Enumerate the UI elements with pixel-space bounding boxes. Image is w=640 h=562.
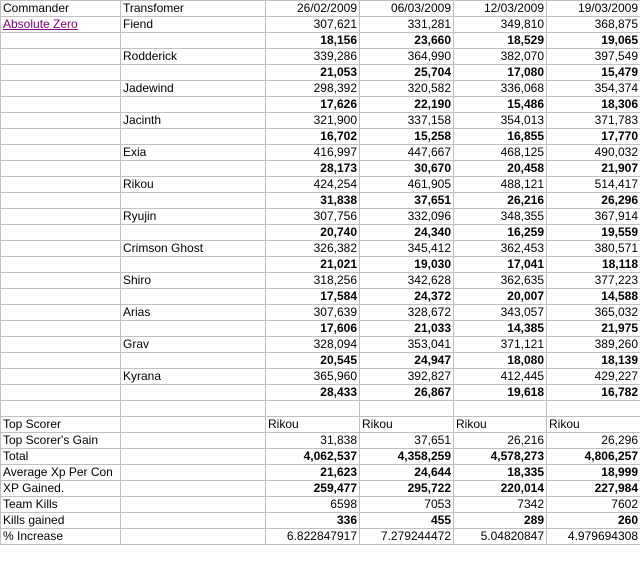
summary-value[interactable]: 220,014	[454, 480, 547, 496]
summary-row	[1, 496, 640, 512]
transformer-name[interactable]: Exia	[121, 145, 266, 161]
gain-cell[interactable]: 18,529	[454, 33, 547, 49]
xp-cell[interactable]: 321,900	[266, 113, 360, 129]
summary-value[interactable]: 4.979694308	[547, 528, 640, 544]
transformer-xp-row	[1, 145, 640, 161]
summary-value[interactable]: 31,838	[266, 432, 360, 448]
empty-cell[interactable]	[1, 177, 121, 193]
gain-cell[interactable]: 15,258	[360, 129, 454, 145]
empty-cell[interactable]	[1, 305, 121, 321]
empty-cell[interactable]	[1, 385, 121, 401]
transformer-gain-row	[1, 161, 640, 177]
transformer-name[interactable]: Crimson Ghost	[121, 241, 266, 257]
gain-cell[interactable]: 17,626	[266, 97, 360, 113]
summary-row	[1, 448, 640, 464]
gain-cell[interactable]: 18,306	[547, 97, 640, 113]
empty-cell[interactable]	[266, 401, 360, 417]
gain-cell[interactable]: 20,545	[266, 353, 360, 369]
xp-cell[interactable]: 389,260	[547, 337, 640, 353]
empty-cell[interactable]	[121, 528, 266, 544]
xp-cell[interactable]: 345,412	[360, 241, 454, 257]
transformer-xp-row	[1, 113, 640, 129]
xp-cell[interactable]: 382,070	[454, 49, 547, 65]
empty-cell[interactable]	[121, 353, 266, 369]
commander-link[interactable]: Absolute Zero	[1, 17, 121, 33]
gain-cell[interactable]: 25,704	[360, 65, 454, 81]
xp-cell[interactable]: 349,810	[454, 17, 547, 33]
summary-row	[1, 512, 640, 528]
empty-cell[interactable]	[121, 225, 266, 241]
gain-cell[interactable]: 26,296	[547, 193, 640, 209]
summary-label[interactable]: Top Scorer's Gain	[1, 432, 121, 448]
empty-cell[interactable]	[1, 33, 121, 49]
xp-cell[interactable]: 416,997	[266, 145, 360, 161]
transformer-name[interactable]: Jacinth	[121, 113, 266, 129]
transformer-gain-row	[1, 193, 640, 209]
transformer-name[interactable]: Rikou	[121, 177, 266, 193]
spreadsheet-body	[1, 1, 640, 545]
summary-label[interactable]: Total	[1, 448, 121, 464]
transformer-gain-row	[1, 257, 640, 273]
transformer-xp-row	[1, 241, 640, 257]
empty-cell[interactable]	[1, 113, 121, 129]
summary-value[interactable]: 18,335	[454, 464, 547, 480]
gain-cell[interactable]: 17,606	[266, 321, 360, 337]
xp-cell[interactable]: 320,582	[360, 81, 454, 97]
xp-cell[interactable]: 318,256	[266, 273, 360, 289]
xp-cell[interactable]: 328,672	[360, 305, 454, 321]
xp-cell[interactable]: 343,057	[454, 305, 547, 321]
empty-cell[interactable]	[1, 129, 121, 145]
xp-cell[interactable]: 337,158	[360, 113, 454, 129]
xp-cell[interactable]: 354,374	[547, 81, 640, 97]
gain-cell[interactable]: 28,173	[266, 161, 360, 177]
summary-value[interactable]: 24,644	[360, 464, 454, 480]
empty-cell[interactable]	[1, 81, 121, 97]
empty-cell[interactable]	[121, 321, 266, 337]
empty-cell[interactable]	[1, 369, 121, 385]
xp-cell[interactable]: 362,635	[454, 273, 547, 289]
summary-label[interactable]: Top Scorer	[1, 416, 121, 432]
empty-cell[interactable]	[121, 416, 266, 432]
empty-cell[interactable]	[1, 241, 121, 257]
gain-cell[interactable]: 37,651	[360, 193, 454, 209]
header-date[interactable]: 12/03/2009	[454, 1, 547, 17]
gain-cell[interactable]: 20,007	[454, 289, 547, 305]
xp-cell[interactable]: 368,875	[547, 17, 640, 33]
summary-value[interactable]: 295,722	[360, 480, 454, 496]
empty-cell[interactable]	[121, 289, 266, 305]
xp-cell[interactable]: 514,417	[547, 177, 640, 193]
transformer-xp-row	[1, 305, 640, 321]
summary-value[interactable]: 4,062,537	[266, 448, 360, 464]
gain-cell[interactable]: 20,740	[266, 225, 360, 241]
transformer-name[interactable]: Jadewind	[121, 81, 266, 97]
gain-cell[interactable]: 14,385	[454, 321, 547, 337]
gain-cell[interactable]: 16,855	[454, 129, 547, 145]
xp-cell[interactable]: 331,281	[360, 17, 454, 33]
empty-cell[interactable]	[1, 225, 121, 241]
gain-cell[interactable]: 21,053	[266, 65, 360, 81]
summary-value[interactable]: 7342	[454, 496, 547, 512]
xp-cell[interactable]: 397,549	[547, 49, 640, 65]
empty-cell[interactable]	[121, 161, 266, 177]
transformer-name[interactable]: Shiro	[121, 273, 266, 289]
empty-cell[interactable]	[1, 209, 121, 225]
transformer-gain-row	[1, 289, 640, 305]
summary-value[interactable]: Rikou	[547, 416, 640, 432]
transformer-gain-row	[1, 353, 640, 369]
xp-cell[interactable]: 468,125	[454, 145, 547, 161]
gain-cell[interactable]: 14,588	[547, 289, 640, 305]
summary-value[interactable]: 259,477	[266, 480, 360, 496]
xp-cell[interactable]: 364,990	[360, 49, 454, 65]
header-date[interactable]: 19/03/2009	[547, 1, 640, 17]
gain-cell[interactable]: 15,479	[547, 65, 640, 81]
transformer-xp-row	[1, 337, 640, 353]
transformer-xp-row	[1, 17, 640, 33]
header-date[interactable]: 26/02/2009	[266, 1, 360, 17]
transformer-gain-row	[1, 33, 640, 49]
empty-cell[interactable]	[1, 401, 121, 417]
gain-cell[interactable]: 15,486	[454, 97, 547, 113]
gain-cell[interactable]: 19,618	[454, 385, 547, 401]
empty-cell[interactable]	[121, 193, 266, 209]
transformer-name[interactable]: Fiend	[121, 17, 266, 33]
gain-cell[interactable]: 19,065	[547, 33, 640, 49]
gain-cell[interactable]: 26,216	[454, 193, 547, 209]
xp-cell[interactable]: 447,667	[360, 145, 454, 161]
summary-value[interactable]: 4,806,257	[547, 448, 640, 464]
xp-cell[interactable]: 377,223	[547, 273, 640, 289]
empty-cell[interactable]	[360, 401, 454, 417]
gain-cell[interactable]: 22,190	[360, 97, 454, 113]
transformer-gain-row	[1, 225, 640, 241]
gain-cell[interactable]: 30,670	[360, 161, 454, 177]
gain-cell[interactable]: 19,030	[360, 257, 454, 273]
transformer-gain-row	[1, 97, 640, 113]
summary-value[interactable]: 7053	[360, 496, 454, 512]
summary-label[interactable]: % Increase	[1, 528, 121, 544]
empty-cell[interactable]	[454, 401, 547, 417]
header-transformer[interactable]: Transfomer	[121, 1, 266, 17]
empty-cell[interactable]	[121, 464, 266, 480]
summary-label[interactable]: XP Gained.	[1, 480, 121, 496]
gain-cell[interactable]: 16,259	[454, 225, 547, 241]
xp-cell[interactable]: 365,032	[547, 305, 640, 321]
empty-cell[interactable]	[1, 145, 121, 161]
gain-cell[interactable]: 31,838	[266, 193, 360, 209]
xp-cell[interactable]: 326,382	[266, 241, 360, 257]
xp-cell[interactable]: 488,121	[454, 177, 547, 193]
empty-cell[interactable]	[121, 65, 266, 81]
gain-cell[interactable]: 24,372	[360, 289, 454, 305]
gain-cell[interactable]: 20,458	[454, 161, 547, 177]
summary-value[interactable]: 455	[360, 512, 454, 528]
empty-cell[interactable]	[1, 65, 121, 81]
empty-cell[interactable]	[121, 512, 266, 528]
transformer-xp-row	[1, 369, 640, 385]
summary-value[interactable]: 5.04820847	[454, 528, 547, 544]
header-date[interactable]: 06/03/2009	[360, 1, 454, 17]
empty-cell[interactable]	[1, 353, 121, 369]
summary-label[interactable]: Kills gained	[1, 512, 121, 528]
gain-cell[interactable]: 21,907	[547, 161, 640, 177]
summary-value[interactable]: 37,651	[360, 432, 454, 448]
gain-cell[interactable]: 18,156	[266, 33, 360, 49]
empty-cell[interactable]	[121, 257, 266, 273]
transformer-gain-row	[1, 65, 640, 81]
summary-value[interactable]: 260	[547, 512, 640, 528]
gain-cell[interactable]: 24,340	[360, 225, 454, 241]
transformer-gain-row	[1, 129, 640, 145]
empty-cell[interactable]	[121, 480, 266, 496]
summary-row	[1, 416, 640, 432]
header-row	[1, 1, 640, 17]
summary-value[interactable]: 289	[454, 512, 547, 528]
transformer-name[interactable]: Kyrana	[121, 369, 266, 385]
summary-value[interactable]: 4,358,259	[360, 448, 454, 464]
gain-cell[interactable]: 16,782	[547, 385, 640, 401]
xp-cell[interactable]: 371,783	[547, 113, 640, 129]
summary-value[interactable]: 6.822847917	[266, 528, 360, 544]
xp-cell[interactable]: 429,227	[547, 369, 640, 385]
empty-cell[interactable]	[1, 161, 121, 177]
xp-cell[interactable]: 307,756	[266, 209, 360, 225]
empty-cell[interactable]	[121, 385, 266, 401]
summary-value[interactable]: 6598	[266, 496, 360, 512]
xp-cell[interactable]: 380,571	[547, 241, 640, 257]
empty-cell[interactable]	[121, 33, 266, 49]
empty-cell[interactable]	[547, 401, 640, 417]
transformer-name[interactable]: Grav	[121, 337, 266, 353]
summary-row	[1, 480, 640, 496]
summary-value[interactable]: 7.279244472	[360, 528, 454, 544]
xp-cell[interactable]: 371,121	[454, 337, 547, 353]
gain-cell[interactable]: 17,080	[454, 65, 547, 81]
empty-cell[interactable]	[1, 289, 121, 305]
transformer-xp-row	[1, 177, 640, 193]
gain-cell[interactable]: 17,584	[266, 289, 360, 305]
summary-label[interactable]: Average Xp Per Con	[1, 464, 121, 480]
empty-cell[interactable]	[1, 321, 121, 337]
transformer-name[interactable]: Arias	[121, 305, 266, 321]
gain-cell[interactable]: 18,139	[547, 353, 640, 369]
empty-cell[interactable]	[121, 496, 266, 512]
gain-cell[interactable]: 17,041	[454, 257, 547, 273]
summary-value[interactable]: 7602	[547, 496, 640, 512]
gain-cell[interactable]: 21,033	[360, 321, 454, 337]
xp-cell[interactable]: 392,827	[360, 369, 454, 385]
empty-cell[interactable]	[1, 257, 121, 273]
gain-cell[interactable]: 24,947	[360, 353, 454, 369]
summary-label[interactable]: Team Kills	[1, 496, 121, 512]
xp-cell[interactable]: 348,355	[454, 209, 547, 225]
xp-cell[interactable]: 298,392	[266, 81, 360, 97]
summary-value[interactable]: 26,216	[454, 432, 547, 448]
summary-value[interactable]: 26,296	[547, 432, 640, 448]
summary-value[interactable]: 4,578,273	[454, 448, 547, 464]
summary-row	[1, 528, 640, 544]
gain-cell[interactable]: 28,433	[266, 385, 360, 401]
transformer-name[interactable]: Rodderick	[121, 49, 266, 65]
xp-cell[interactable]: 367,914	[547, 209, 640, 225]
xp-cell[interactable]: 412,445	[454, 369, 547, 385]
summary-value[interactable]: 336	[266, 512, 360, 528]
gain-cell[interactable]: 23,660	[360, 33, 454, 49]
transformer-xp-row	[1, 209, 640, 225]
xp-cell[interactable]: 354,013	[454, 113, 547, 129]
xp-cell[interactable]: 336,068	[454, 81, 547, 97]
empty-cell[interactable]	[1, 97, 121, 113]
xp-cell[interactable]: 424,254	[266, 177, 360, 193]
gain-cell[interactable]: 16,702	[266, 129, 360, 145]
gain-cell[interactable]: 21,975	[547, 321, 640, 337]
xp-cell[interactable]: 342,628	[360, 273, 454, 289]
transformer-name[interactable]: Ryujin	[121, 209, 266, 225]
transformer-xp-row	[1, 49, 640, 65]
empty-cell[interactable]	[121, 401, 266, 417]
summary-value[interactable]: Rikou	[360, 416, 454, 432]
empty-cell[interactable]	[121, 448, 266, 464]
summary-row	[1, 464, 640, 480]
transformer-gain-row	[1, 321, 640, 337]
gain-cell[interactable]: 18,118	[547, 257, 640, 273]
xp-cell[interactable]: 332,096	[360, 209, 454, 225]
empty-cell[interactable]	[1, 49, 121, 65]
gain-cell[interactable]: 21,021	[266, 257, 360, 273]
empty-cell[interactable]	[121, 129, 266, 145]
summary-row	[1, 432, 640, 448]
transformer-xp-row	[1, 81, 640, 97]
blank-row	[1, 401, 640, 417]
summary-value[interactable]: 227,984	[547, 480, 640, 496]
xp-cell[interactable]: 461,905	[360, 177, 454, 193]
empty-cell[interactable]	[121, 432, 266, 448]
gain-cell[interactable]: 26,867	[360, 385, 454, 401]
summary-value[interactable]: Rikou	[266, 416, 360, 432]
empty-cell[interactable]	[1, 273, 121, 289]
summary-value[interactable]: 18,999	[547, 464, 640, 480]
gain-cell[interactable]: 19,559	[547, 225, 640, 241]
xp-cell[interactable]: 328,094	[266, 337, 360, 353]
transformer-gain-row	[1, 385, 640, 401]
summary-value[interactable]: 21,623	[266, 464, 360, 480]
summary-value[interactable]: Rikou	[454, 416, 547, 432]
empty-cell[interactable]	[1, 337, 121, 353]
empty-cell[interactable]	[121, 97, 266, 113]
xp-cell[interactable]: 365,960	[266, 369, 360, 385]
empty-cell[interactable]	[1, 193, 121, 209]
xp-cell[interactable]: 362,453	[454, 241, 547, 257]
gain-cell[interactable]: 17,770	[547, 129, 640, 145]
transformer-xp-row	[1, 273, 640, 289]
xp-cell[interactable]: 490,032	[547, 145, 640, 161]
xp-cell[interactable]: 307,639	[266, 305, 360, 321]
gain-cell[interactable]: 18,080	[454, 353, 547, 369]
xp-cell[interactable]: 339,286	[266, 49, 360, 65]
xp-cell[interactable]: 353,041	[360, 337, 454, 353]
xp-cell[interactable]: 307,621	[266, 17, 360, 33]
header-commander[interactable]: Commander	[1, 1, 121, 17]
